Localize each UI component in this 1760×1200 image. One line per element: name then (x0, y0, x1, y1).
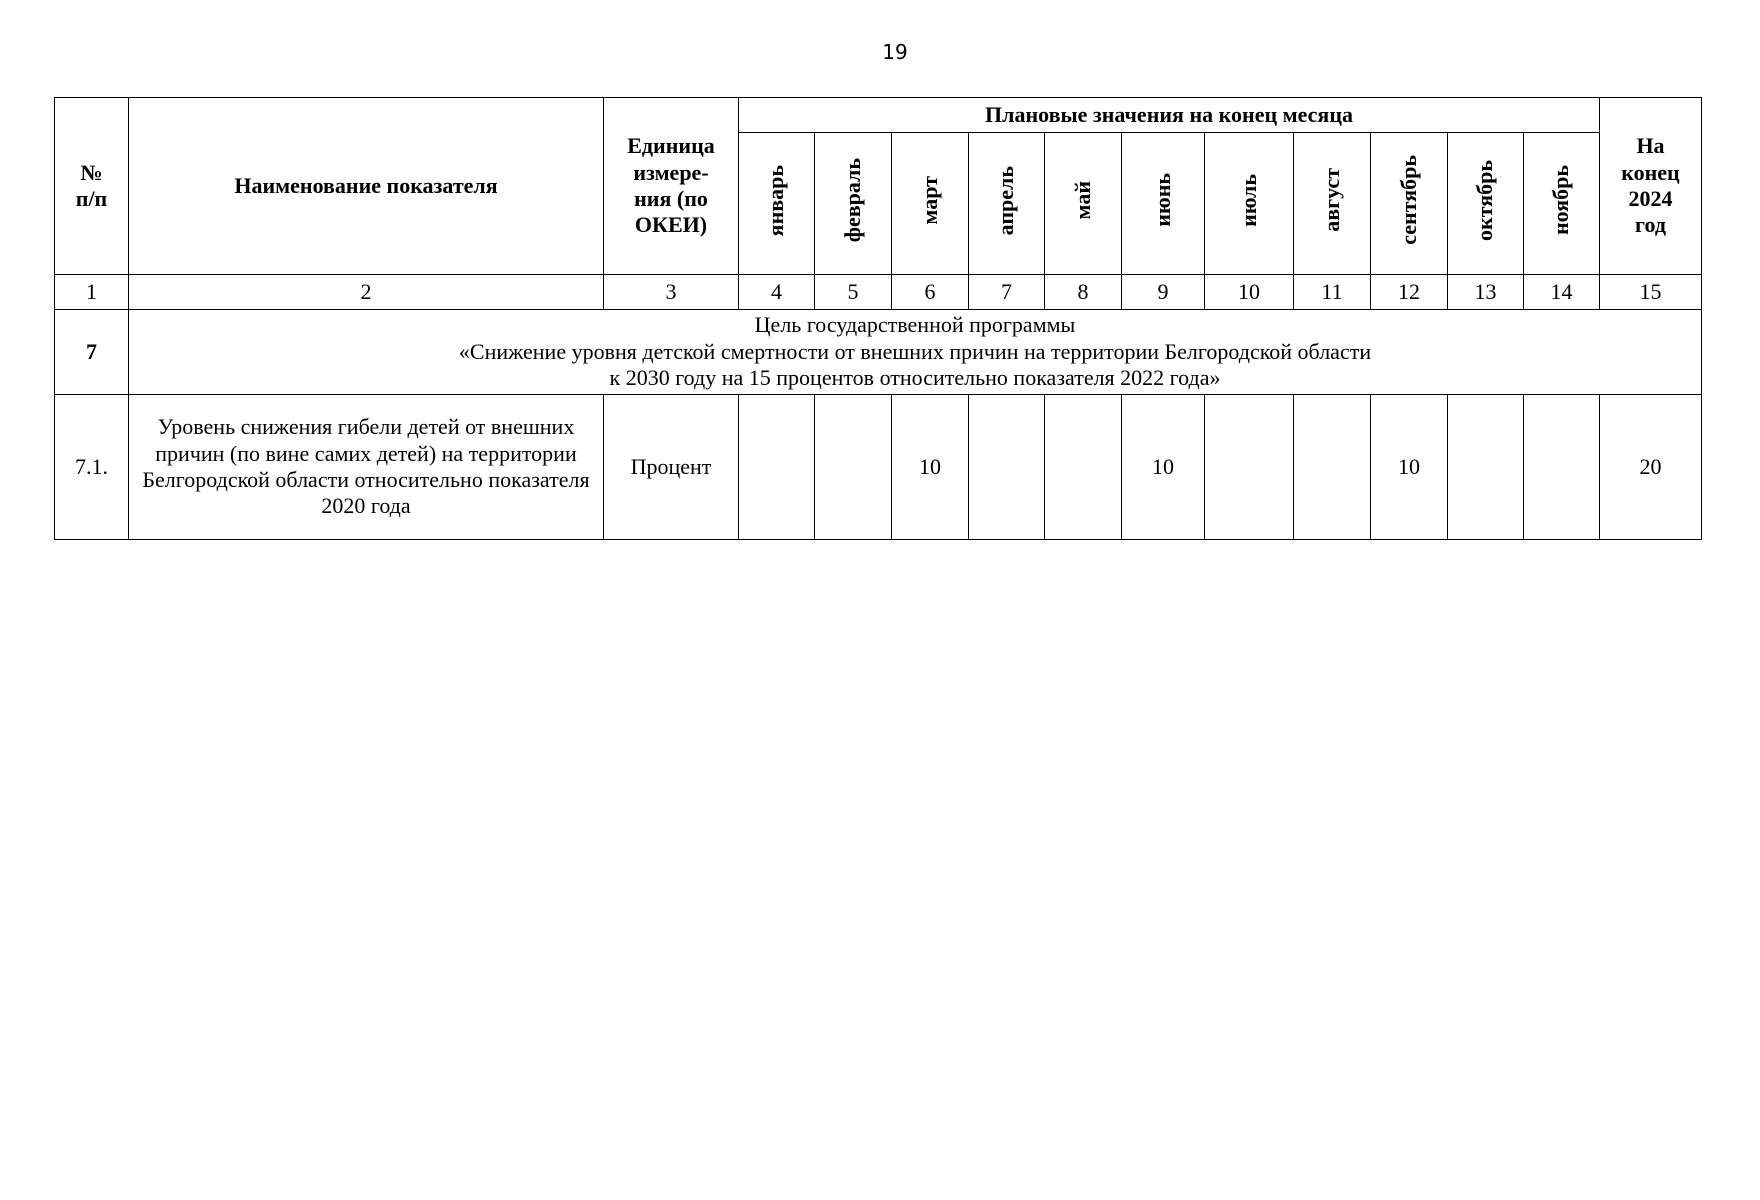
month-value (1294, 395, 1371, 540)
indicator-unit: Процент (604, 395, 739, 540)
month-header-may (1045, 133, 1122, 275)
month-header-september (1371, 133, 1448, 275)
month-header-january (739, 133, 815, 275)
month-label: май (1069, 181, 1095, 220)
month-value (1205, 395, 1294, 540)
goal-line-1: Цель государственной программы (754, 312, 1076, 338)
month-label: июль (1235, 173, 1261, 227)
goal-line-3: к 2030 году на 15 процентов относительно показателя 2022 года» (609, 365, 1221, 391)
month-value (739, 395, 815, 540)
month-label: март (916, 176, 942, 225)
column-number: 15 (1600, 275, 1702, 310)
month-label: сентябрь (1395, 155, 1421, 246)
column-number: 4 (739, 275, 815, 310)
row-number: 7.1. (55, 395, 129, 540)
column-number: 9 (1122, 275, 1205, 310)
goal-row (55, 310, 1702, 395)
page-number: 19 (882, 40, 908, 64)
column-number: 14 (1524, 275, 1600, 310)
header-no (55, 98, 129, 275)
month-header-august (1294, 133, 1371, 275)
month-header-june (1122, 133, 1205, 275)
month-label: февраль (839, 158, 865, 243)
header-end-year-text: На конец 2024 год (1621, 133, 1680, 238)
column-number: 12 (1371, 275, 1448, 310)
goal-line-2: «Снижение уровня детской смертности от внешних причин на территории Белгородской области (458, 338, 1372, 364)
month-header-april (969, 133, 1045, 275)
month-value: 10 (892, 395, 969, 540)
goal-title (129, 310, 1702, 395)
month-value (1524, 395, 1600, 540)
column-number: 11 (1294, 275, 1371, 310)
column-number: 5 (815, 275, 892, 310)
column-number: 1 (55, 275, 129, 310)
month-header-november (1524, 133, 1600, 275)
month-header-march (892, 133, 969, 275)
month-header-july (1205, 133, 1294, 275)
column-number: 10 (1205, 275, 1294, 310)
header-no-text: № п/п (75, 159, 108, 211)
end-year-value: 20 (1600, 395, 1702, 540)
column-number: 7 (969, 275, 1045, 310)
month-label: ноябрь (1548, 165, 1574, 236)
header-unit (604, 98, 739, 275)
indicator-name: Уровень снижения гибели детей от внешних причин (по вине самих детей) на территории Белгородской области относительно показателя 2020 года (129, 395, 604, 540)
header-unit-text: Единица измере-ния (по ОКЕИ) (627, 133, 715, 238)
column-number: 2 (129, 275, 604, 310)
month-value (969, 395, 1045, 540)
header-end-year (1600, 98, 1702, 275)
month-value: 10 (1371, 395, 1448, 540)
month-header-october (1448, 133, 1524, 275)
month-label: июнь (1149, 173, 1175, 228)
column-number-row (55, 275, 1702, 310)
indicators-table (54, 97, 1702, 540)
month-value (1448, 395, 1524, 540)
header-name: Наименование показателя (129, 98, 604, 275)
month-value: 10 (1122, 395, 1205, 540)
month-label: январь (763, 164, 789, 236)
month-header-february (815, 133, 892, 275)
column-number: 6 (892, 275, 969, 310)
goal-number: 7 (55, 310, 129, 395)
month-value (1045, 395, 1122, 540)
month-value (815, 395, 892, 540)
month-label: октябрь (1472, 159, 1498, 241)
column-number: 13 (1448, 275, 1524, 310)
table-row (55, 395, 1702, 540)
month-label: август (1318, 168, 1344, 233)
column-number: 8 (1045, 275, 1122, 310)
month-label: апрель (993, 165, 1019, 235)
header-planned: Плановые значения на конец месяца (739, 98, 1600, 133)
column-number: 3 (604, 275, 739, 310)
